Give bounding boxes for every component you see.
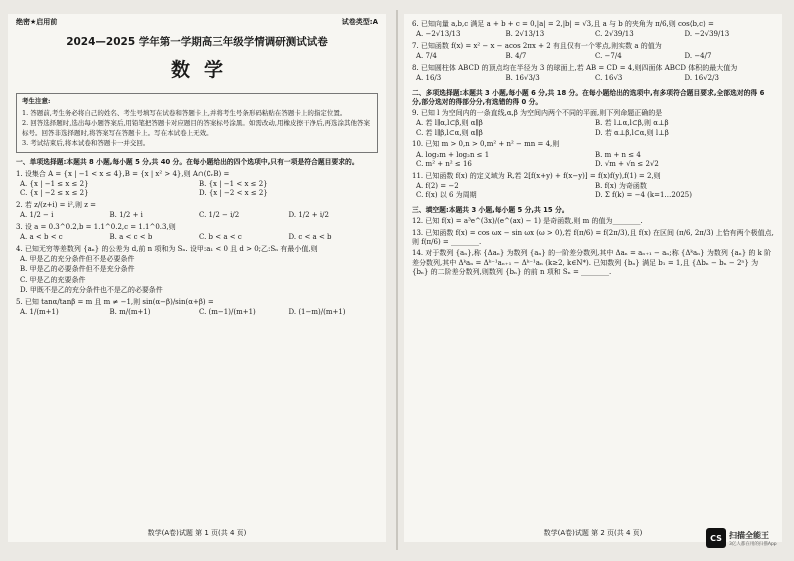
option: B. 4/7 (505, 52, 527, 61)
confidential-label: 绝密★启用前 (16, 18, 58, 26)
options (20, 211, 378, 220)
option: D. 若 α⊥β,l⊂α,则 l⊥β (595, 128, 669, 137)
question-1: 1. 设集合 A = {x | −1 < x ≤ 4},B = {x | x² > 4},则 A∩(∁ᵣB) = (16, 169, 230, 178)
option: B. 甲是乙的必要条件但不是充分条件 (20, 265, 135, 274)
page-2 (404, 14, 782, 542)
option: A. 甲是乙的充分条件但不是必要条件 (20, 255, 135, 264)
question-13: 13. 已知函数 f(x) = cos ωx − sin ωx (ω > 0),若 f(π/6) = f(2π/3),且 f(x) 在区间 (π/6, 2π/3) 上恰有两个极值点,则 f(π/6) = ________. (412, 228, 774, 246)
option: C. 1/2 − i/2 (199, 211, 240, 220)
option: A. a < b < c (20, 233, 63, 242)
camscanner-icon: CS (706, 528, 726, 548)
option: D. −2√39/13 (684, 30, 730, 39)
option: A. log₂m + log₂n ≤ 1 (416, 150, 490, 159)
options (20, 180, 378, 199)
page-1 (8, 14, 386, 542)
notice-box (16, 93, 378, 153)
page-header (16, 18, 378, 27)
question-8: 8. 已知圆柱体 ABCD 的顶点均在半径为 3 的球面上,若 AB = CD = 4,则四面体 ABCD 体积的最大值为 (412, 63, 738, 72)
option: B. {x | −1 < x ≤ 2} (199, 179, 268, 188)
option: D. −4/7 (684, 52, 712, 61)
page-fold (396, 10, 398, 550)
option: D. √m + √n ≤ 2√2 (595, 160, 659, 169)
option: A. 1/2 − i (20, 211, 54, 220)
scanner-watermark (706, 528, 777, 548)
option: B. 2√13/13 (505, 30, 545, 39)
option: C. (m−1)/(m+1) (199, 308, 256, 317)
options (416, 119, 774, 138)
subject-title: 数学 (170, 58, 237, 81)
option: C. m² + n² ≤ 16 (416, 160, 472, 169)
option: D. 16√2/3 (684, 74, 719, 83)
options (416, 52, 774, 61)
scanner-tagline: 3亿人都在用的扫描App (729, 541, 777, 547)
option: C. −7/4 (595, 52, 622, 61)
scanner-app-name: 扫描全能王 (729, 530, 769, 540)
option: C. b < a < c (199, 233, 242, 242)
option: A. f(2) = −2 (416, 182, 459, 191)
option: D. Σ f(k) = −4 (k=1…2025) (595, 191, 692, 200)
options (416, 151, 774, 170)
section-heading: 二、多项选择题:本题共 3 小题,每小题 6 分,共 18 分。在每小题给出的选项中,有多项符合题目要求,全部选对的得 6 分,部分选对的得部分分,有选错的得 0 分。 (412, 88, 765, 106)
page-footer: 数学(A卷)试题 第 2 页(共 4 页) (543, 528, 643, 537)
question-4: 4. 已知无穷等差数列 {aₙ} 的公差为 d,前 n 项和为 Sₙ. 设甲:a₁ < 0 且 d > 0;乙:Sₙ 有最小值,则 (16, 244, 318, 253)
notice-item: 1. 答题前,考生务必将自己的姓名、考生号填写在试卷和答题卡上,并将考生号条形码粘贴在答题卡上的指定位置。 (22, 108, 347, 117)
option: B. m + n ≤ 4 (595, 150, 641, 159)
notice-item: 3. 考试结束后,将本试卷和答题卡一并交回。 (22, 138, 150, 147)
section-heading: 三、填空题:本题共 3 小题,每小题 5 分,共 15 分。 (412, 205, 569, 214)
options (416, 74, 774, 83)
question-2: 2. 若 z/(z+i) = i²,则 z = (16, 200, 97, 209)
option: B. 16√3/3 (505, 74, 540, 83)
option: A. 1/(m+1) (20, 308, 59, 317)
option: B. a < c < b (109, 233, 153, 242)
option: B. 1/2 + i (109, 211, 143, 220)
option: D. {x | −2 < x ≤ 2} (199, 189, 268, 198)
question-6: 6. 已知向量 a,b,c 满足 a + b + c = 0,|a| = 2,|b| = √3,且 a 与 b 的夹角为 π/6,则 cos⟨b,c⟩ = (412, 20, 714, 28)
option: C. 甲是乙的充要条件 (20, 275, 86, 284)
question-10: 10. 已知 m > 0,n > 0,m² + n² − mn = 4,则 (412, 140, 560, 149)
option: D. (1−m)/(m+1) (288, 308, 346, 317)
option: B. m/(m+1) (109, 308, 151, 317)
option: D. 1/2 + i/2 (288, 211, 329, 220)
question-12: 12. 已知 f(x) = a³e^(3x)/(e^(ax) − 1) 是奇函数,则 m 的值为________. (412, 217, 643, 226)
question-5: 5. 已知 tanα/tanβ = m 且 m ≠ −1,则 sin(α−β)/sin(α+β) = (16, 297, 214, 306)
options (20, 255, 378, 296)
option: C. 16√3 (595, 74, 623, 83)
exam-title: 2024—2025 学年第一学期高三年级学情调研测试试卷 (66, 36, 328, 49)
option: A. {x | −1 ≤ x ≤ 2} (20, 179, 89, 188)
option: A. 若 l∥α,l⊂β,则 α∥β (416, 119, 483, 128)
question-11: 11. 已知函数 f(x) 的定义域为 R,若 2[f(x+y) + f(x−y)] = f(x)f(y),f(1) = 2,则 (412, 171, 661, 180)
option: A. 16/3 (416, 74, 442, 83)
option: A. 7/4 (416, 52, 437, 61)
option: D. 甲既不是乙的充分条件也不是乙的必要条件 (20, 286, 163, 295)
question-3: 3. 设 a = 0.3^0.2,b = 1.1^0.2,c = 1.1^0.3,则 (16, 222, 176, 231)
section-heading: 一、单项选择题:本题共 8 小题,每小题 5 分,共 40 分。在每小题给出的四个选项中,只有一项是符合题目要求的。 (16, 158, 359, 167)
options (20, 233, 378, 242)
notice-title: 考生注意: (22, 97, 51, 106)
paper-type-label: 试卷类型:A (341, 18, 378, 26)
option: C. 若 l∥β,l⊂α,则 α∥β (416, 128, 483, 137)
options (416, 182, 774, 201)
question-7: 7. 已知函数 f(x) = x² − x − acos 2πx + 2 有且仅有一个零点,则实数 a 的值为 (412, 41, 662, 50)
options (20, 308, 378, 317)
page-footer: 数学(A卷)试题 第 1 页(共 4 页) (147, 528, 247, 537)
question-9: 9. 已知 l 为空间内的一条直线,α,β 为空间内两个不同的平面,则下列命题正确的是 (412, 108, 663, 117)
option: C. f(x) 以 6 为周期 (416, 191, 477, 200)
option: B. 若 l⊥α,l⊂β,则 α⊥β (595, 119, 669, 128)
option: C. 2√39/13 (595, 30, 634, 39)
option: B. f(x) 为奇函数 (595, 182, 647, 191)
notice-item: 2. 回答选择题时,选出每小题答案后,用铅笔把答题卡对应题目的答案标号涂黑。如需改动,用橡皮擦干净后,再选涂其他答案标号。回答非选择题时,将答案写在答题卡上。写在本试卷上无效。 (22, 119, 371, 137)
question-14: 14. 对于数列 {aₙ},称 {Δaₙ} 为数列 {aₙ} 的一阶差分数列,其中 Δaₙ = aₙ₊₁ − aₙ;称 {Δᵏaₙ} 为数列 {aₙ} 的 k 阶差分数列,其中 Δᵏaₙ = Δᵏ⁻¹aₙ₊₁ − Δᵏ⁻¹aₙ (k≥2, k∈N*). 已知数列 {bₙ} 满足 b₁ = 1,且 {Δbₙ − bₙ − 2ⁿ} 为 {bₙ} 的二阶差分数列,则数列 {bₙ} 的前 n 项和 Sₙ = ________. (412, 249, 772, 277)
option: A. −2√13/13 (416, 30, 461, 39)
options (416, 30, 774, 39)
option: C. {x | −2 ≤ x ≤ 2} (20, 189, 89, 198)
option: D. c < a < b (288, 233, 332, 242)
